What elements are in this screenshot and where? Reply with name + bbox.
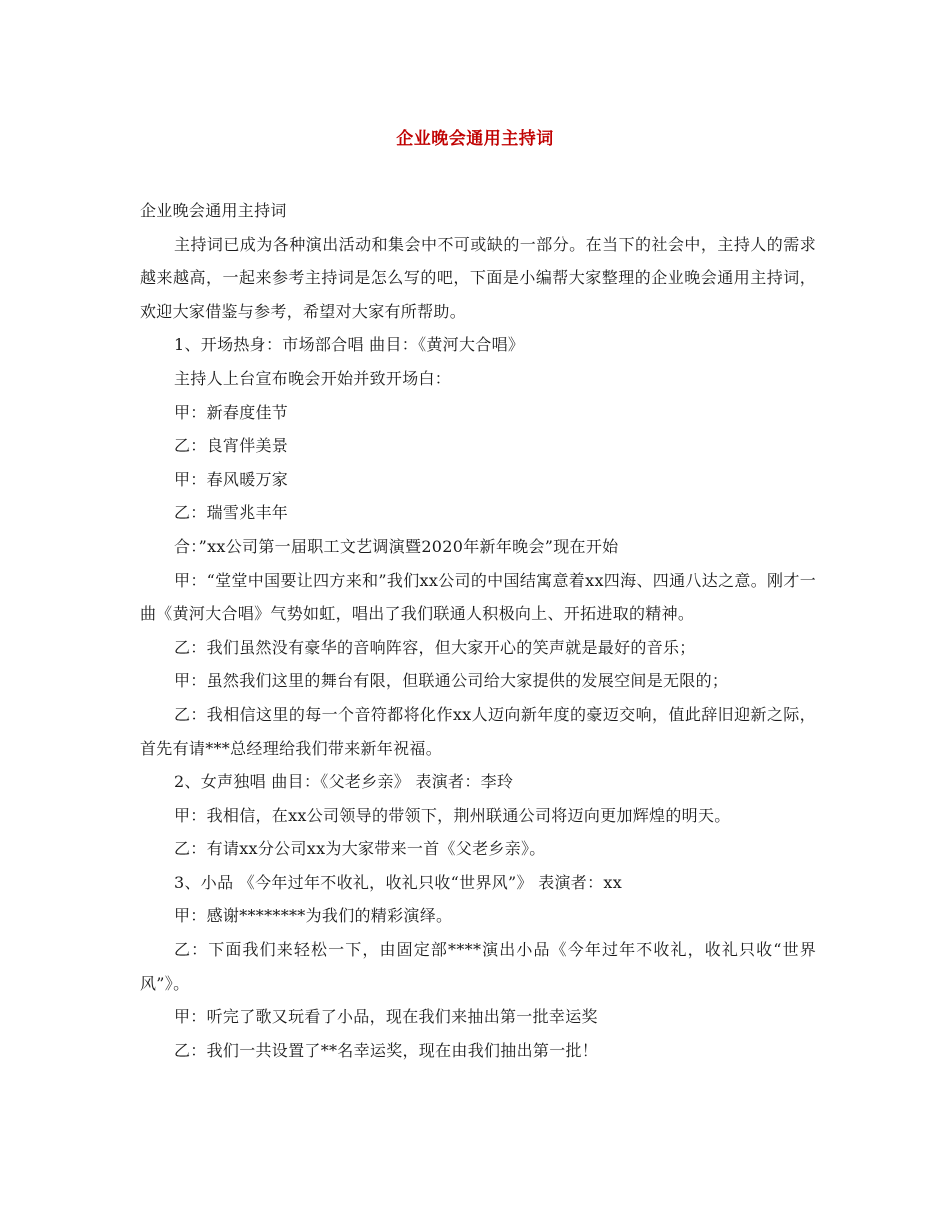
paragraph: 2、女声独唱 曲目：《父老乡亲》 表演者：李玲 bbox=[174, 772, 514, 792]
paragraph: 甲：春风暖万家 bbox=[174, 469, 289, 489]
paragraph: 甲：感谢********为我们的精彩演绎。 bbox=[174, 906, 453, 926]
paragraph: 1、开场热身：市场部合唱 曲目：《黄河大合唱》 bbox=[174, 335, 525, 355]
document-title: 企业晚会通用主持词 bbox=[396, 129, 554, 149]
document-subtitle: 企业晚会通用主持词 bbox=[140, 201, 287, 220]
paragraph: 乙：有请xx分公司xx为大家带来一首《父老乡亲》。 bbox=[174, 839, 546, 859]
paragraph: 乙：我相信这里的每一个音符都将化作xx人迈向新年度的豪迈交响，值此辞旧迎新之际，首先有请***总经理给我们带来新年祝福。 bbox=[140, 704, 816, 758]
paragraph: 乙：我们虽然没有豪华的音响阵容，但大家开心的笑声就是最好的音乐； bbox=[174, 637, 696, 657]
paragraph: 甲：“堂堂中国要让四方来和”我们xx公司的中国结寓意着xx四海、四通八达之意。刚才一曲《黄河大合唱》气势如虹，唱出了我们联通人积极向上、开拓进取的精神。 bbox=[140, 570, 816, 624]
paragraph: 合：”xx公司第一届职工文艺调演暨2020年新年晚会”现在开始 bbox=[174, 536, 619, 556]
paragraph: 主持人上台宣布晚会开始并致开场白： bbox=[174, 368, 452, 388]
paragraph: 乙：我们一共设置了**名幸运奖，现在由我们抽出第一批！ bbox=[174, 1040, 599, 1060]
paragraph: 乙：良宵伴美景 bbox=[174, 436, 289, 456]
paragraph: 甲：新春度佳节 bbox=[174, 402, 289, 422]
paragraph: 甲：我相信，在xx公司领导的带领下，荆州联通公司将迈向更加辉煌的明天。 bbox=[174, 805, 731, 825]
paragraph: 3、小品 《今年过年不收礼，收礼只收“世界风”》 表演者：xx bbox=[174, 872, 623, 892]
paragraph: 主持词已成为各种演出活动和集会中不可或缺的一部分。在当下的社会中，主持人的需求越来越高，一起来参考主持词是怎么写的吧，下面是小编帮大家整理的企业晚会通用主持词，欢迎大家借鉴与参考，希望对大家有所帮助。 bbox=[140, 234, 816, 321]
paragraph: 乙：瑞雪兆丰年 bbox=[174, 503, 289, 523]
paragraph: 乙：下面我们来轻松一下，由固定部****演出小品《今年过年不收礼，收礼只收“世界风”》。 bbox=[140, 940, 816, 993]
paragraph: 甲：虽然我们这里的舞台有限，但联通公司给大家提供的发展空间是无限的； bbox=[174, 671, 729, 691]
paragraph: 甲：听完了歌又玩看了小品，现在我们来抽出第一批幸运奖 bbox=[174, 1007, 598, 1027]
document-body bbox=[140, 194, 816, 1067]
